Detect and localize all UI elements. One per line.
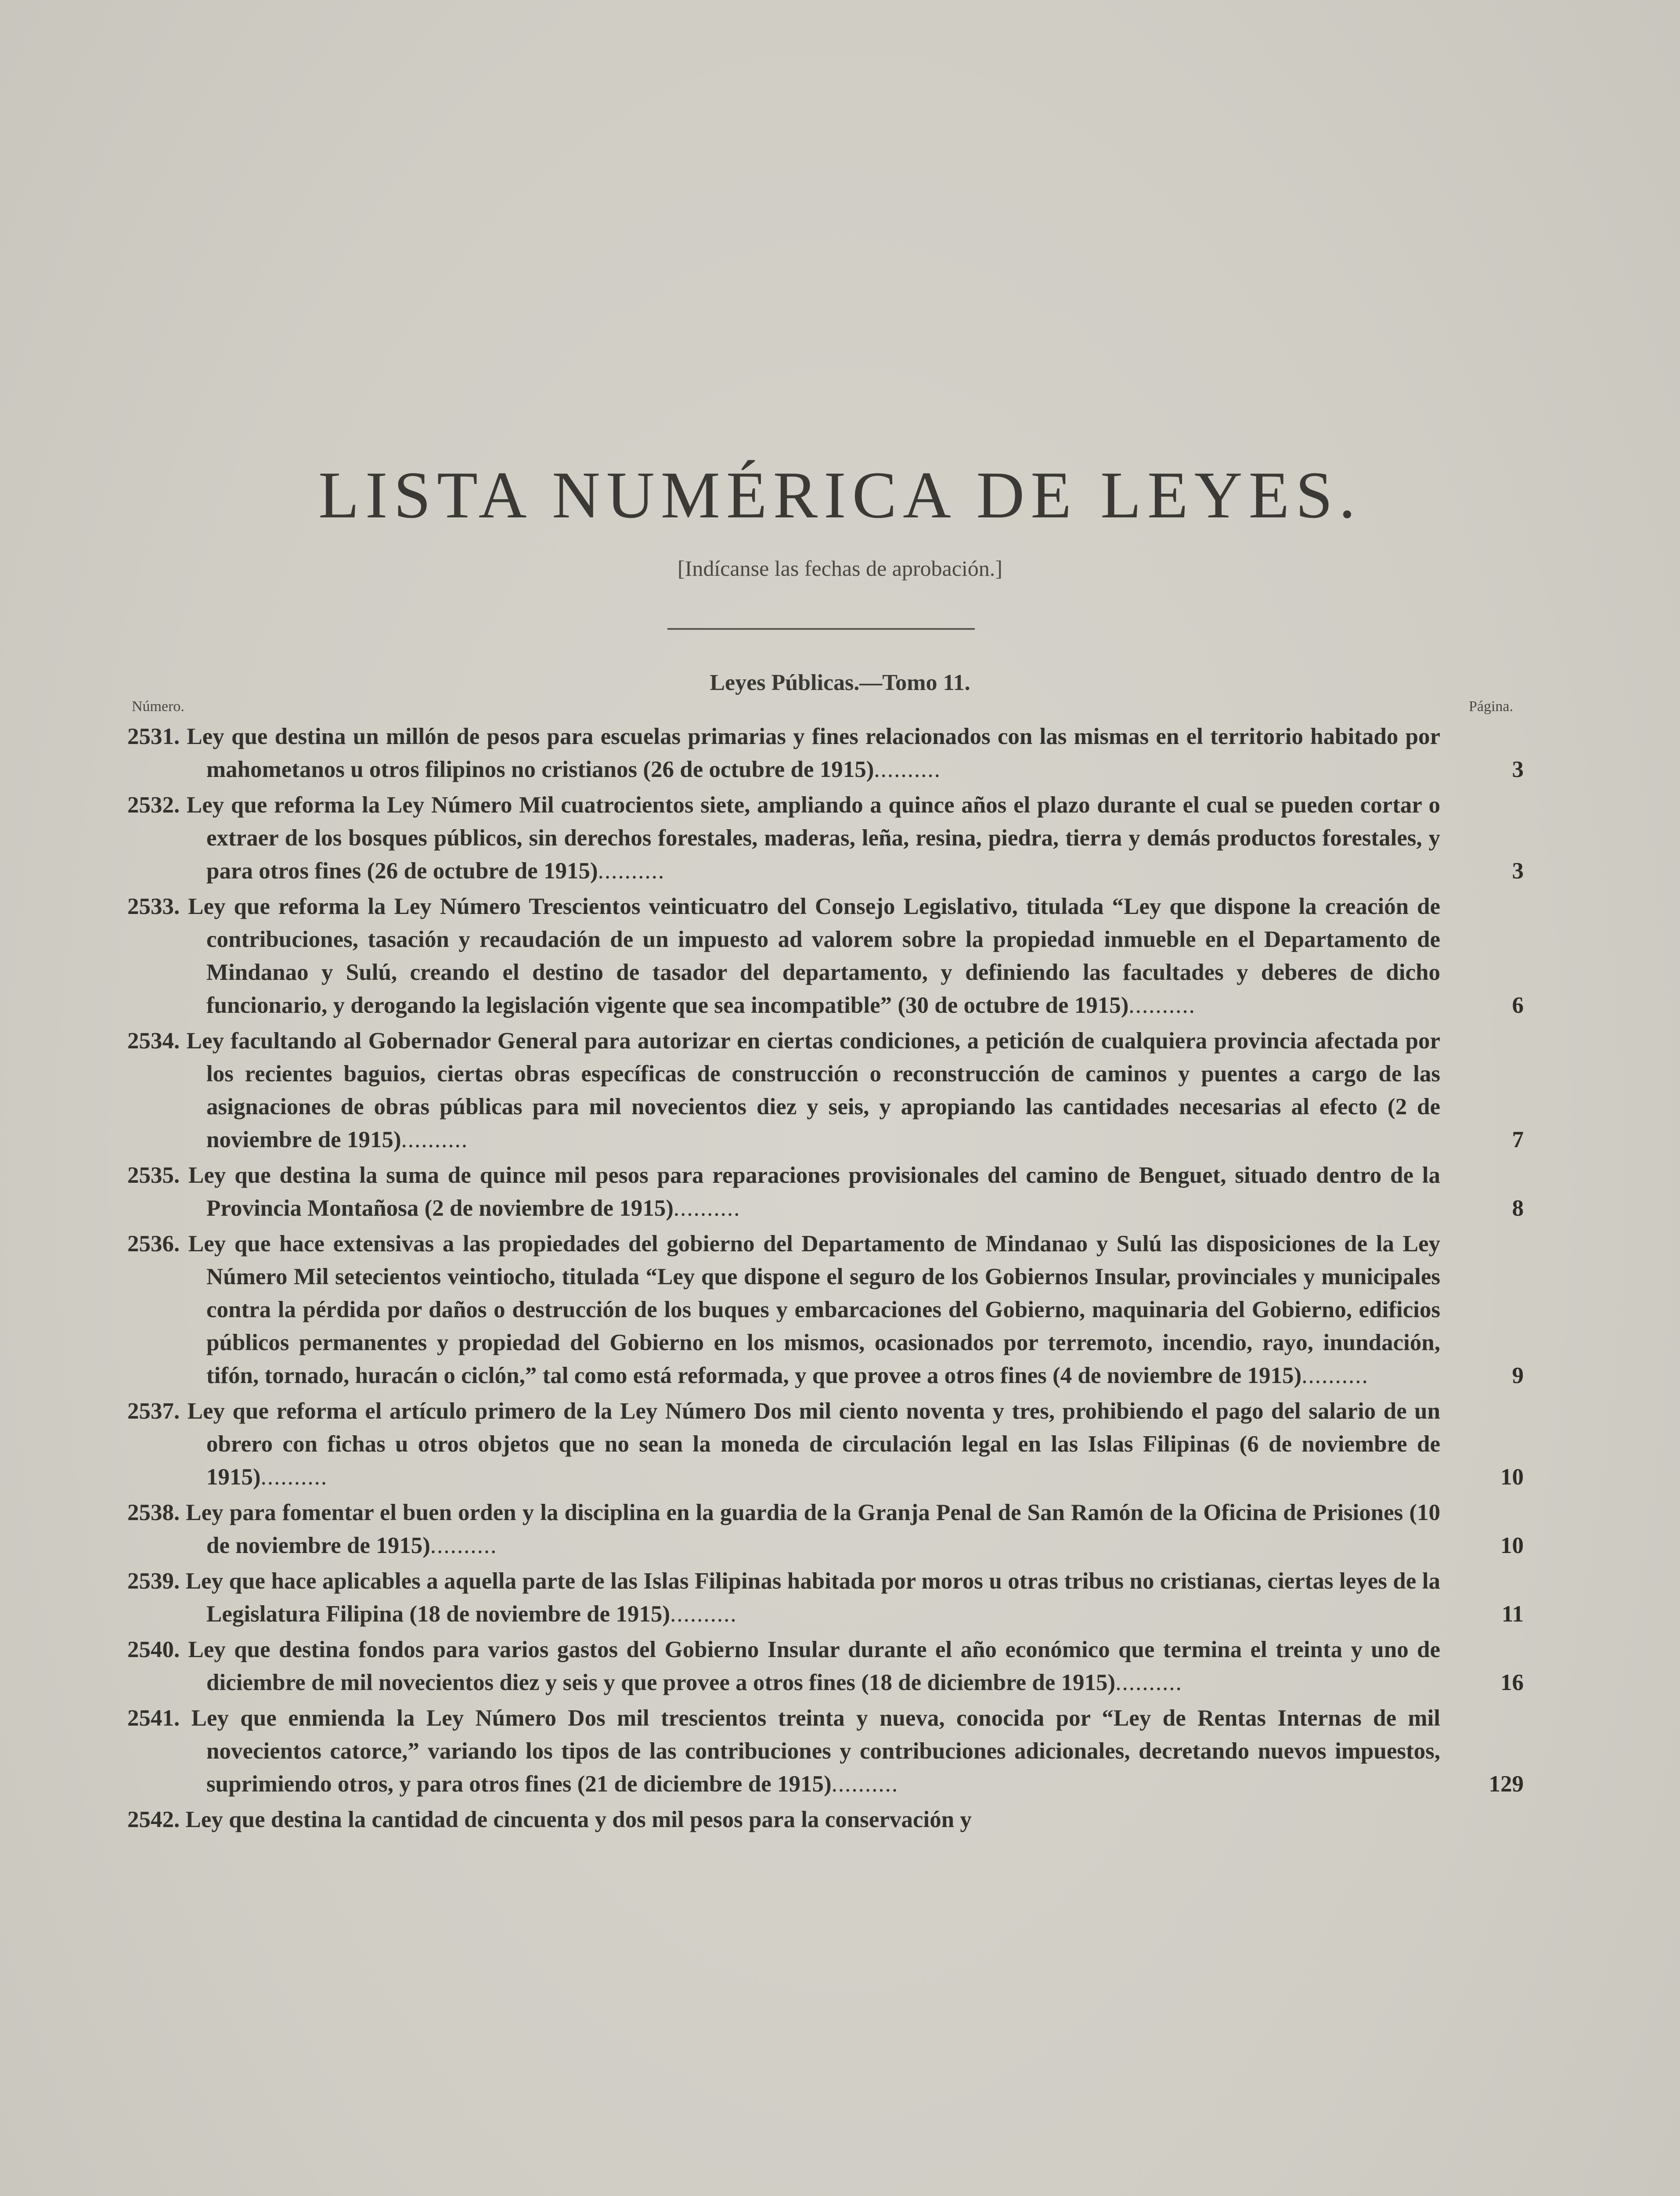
law-description: Ley para fomentar el buen orden y la disciplina en la guardia de la Granja Penal de San Ramón de la Oficina de Prisiones (10 de noviembre de 1915)	[186, 1500, 1440, 1558]
section-title: Leyes Públicas.—Tomo 11.	[710, 670, 970, 695]
law-page-number: 10	[1500, 1533, 1524, 1558]
law-page-number: 10	[1500, 1464, 1524, 1490]
law-entry: 2531. Ley que destina un millón de pesos para escuelas primarias y fines relacionados con las mismas en el territorio habitado por mahometanos u otros filipinos no cristianos (26 de octubre de 1915).......... 3	[127, 720, 1524, 786]
law-page-number: 11	[1501, 1601, 1524, 1627]
law-page-number: 129	[1489, 1771, 1524, 1797]
law-description: Ley que enmienda la Ley Número Dos mil trescientos treinta y nueva, conocida por “Ley de Rentas Internas de mil novecientos catorce,” variando los tipos de las contribuciones y contribuciones adicionales, decretando nuevos impuestos, suprimiendo otros, y para otros fines (21 de diciembre de 1915)	[191, 1705, 1440, 1797]
law-number: 2538.	[127, 1500, 180, 1525]
law-list	[127, 720, 1524, 1839]
divider	[667, 628, 975, 630]
law-description: Ley que destina la suma de quince mil pesos para reparaciones provisionales del camino de Benguet, situado dentro de la Provincia Montañosa (2 de noviembre de 1915)	[188, 1163, 1441, 1221]
column-header-number: Número.	[132, 698, 184, 715]
law-description: Ley que reforma el artículo primero de la Ley Número Dos mil ciento noventa y tres, prohibiendo el pago del salario de un obrero con fichas u otros objetos que no sean la moneda de circulación legal en las Islas Filipinas (6 de noviembre de 1915)	[187, 1398, 1440, 1490]
law-number: 2541.	[127, 1705, 180, 1731]
law-entry: 2535. Ley que destina la suma de quince mil pesos para reparaciones provisionales del camino de Benguet, situado dentro de la Provincia Montañosa (2 de noviembre de 1915).......... 8	[127, 1159, 1524, 1225]
law-number: 2531.	[127, 724, 180, 749]
law-page-number: 3	[1512, 757, 1524, 782]
law-entry: 2533. Ley que reforma la Ley Número Trescientos veinticuatro del Consejo Legislativo, titulada “Ley que dispone la creación de contribuciones, tasación y recaudación de un impuesto ad valorem sobre la propiedad inmueble en el Departamento de Mindanao y Sulú, creando el destino de tasador del departamento, y definiendo las facultades y deberes de dicho funcionario, y derogando la legislación vigente que sea incompatible” (30 de octubre de 1915).......... 6	[127, 890, 1524, 1022]
law-description: Ley que reforma la Ley Número Trescientos veinticuatro del Consejo Legislativo, titulada “Ley que dispone la creación de contribuciones, tasación y recaudación de un impuesto ad valorem sobre la propiedad inmueble en el Departamento de Mindanao y Sulú, creando el destino de tasador del departamento, y definiendo las facultades y deberes de dicho funcionario, y derogando la legislación vigente que sea incompatible” (30 de octubre de 1915)	[188, 894, 1440, 1018]
law-description: Ley que destina fondos para varios gastos del Gobierno Insular durante el año económico que termina el treinta y uno de diciembre de mil novecientos diez y seis y que provee a otros fines (18 de diciembre de 1915)	[188, 1637, 1440, 1695]
law-number: 2534.	[127, 1028, 180, 1054]
law-description: Ley que hace aplicables a aquella parte de las Islas Filipinas habitada por moros u otras tribus no cristianas, ciertas leyes de la Legislatura Filipina (18 de noviembre de 1915)	[185, 1568, 1440, 1627]
law-number: 2540.	[127, 1637, 180, 1662]
law-description: Ley que destina un millón de pesos para escuelas primarias y fines relacionados con las mismas en el territorio habitado por mahometanos u otros filipinos no cristianos (26 de octubre de 1915)	[187, 724, 1440, 782]
column-header-page: Página.	[1468, 698, 1513, 715]
law-number: 2536.	[127, 1231, 180, 1257]
law-number: 2539.	[127, 1568, 180, 1594]
law-entry	[127, 1803, 1524, 1836]
law-number: 2533.	[127, 894, 180, 919]
law-number: 2532.	[127, 792, 180, 818]
law-entry: 2538. Ley para fomentar el buen orden y la disciplina en la guardia de la Granja Penal de San Ramón de la Oficina de Prisiones (10 de noviembre de 1915).......... 10	[127, 1496, 1524, 1562]
law-description: Ley que hace extensivas a las propiedades del gobierno del Departamento de Mindanao y Sulú las disposiciones de la Ley Número Mil setecientos veintiocho, titulada “Ley que dispone el seguro de los Gobiernos Insular, provinciales y municipales contra la pérdida por daños o destrucción de los buques y embarcaciones del Gobierno, maquinaria del Gobierno, edificios públicos permanentes y propiedad del Gobierno en los mismos, ocasionados por terremoto, incendio, rayo, inundación, tifón, tornado, huracán o ciclón,” tal como está reformada, y que provee a otros fines (4 de noviembre de 1915)	[188, 1231, 1441, 1388]
law-entry: 2536. Ley que hace extensivas a las propiedades del gobierno del Departamento de Mindanao y Sulú las disposiciones de la Ley Número Mil setecientos veintiocho, titulada “Ley que dispone el seguro de los Gobiernos Insular, provinciales y municipales contra la pérdida por daños o destrucción de los buques y embarcaciones del Gobierno, maquinaria del Gobierno, edificios públicos permanentes y propiedad del Gobierno en los mismos, ocasionados por terremoto, incendio, rayo, inundación, tifón, tornado, huracán o ciclón,” tal como está reformada, y que provee a otros fines (4 de noviembre de 1915).......... 9	[127, 1228, 1524, 1392]
page-subtitle: [Indícanse las fechas de aprobación.]	[678, 556, 1002, 581]
page-title: LISTA NUMÉRICA DE LEYES.	[318, 458, 1362, 532]
law-description: Ley facultando al Gobernador General para autorizar en ciertas condiciones, a petición de cualquiera provincia afectada por los recientes baguios, ciertas obras específicas de construcción o reconstrucción de caminos y puentes a cargo de las asignaciones de obras públicas para mil novecientos diez y seis, y apropiando las cantidades necesarias al efecto (2 de noviembre de 1915)	[186, 1028, 1441, 1152]
law-entry: 2534. Ley facultando al Gobernador General para autorizar en ciertas condiciones, a petición de cualquiera provincia afectada por los recientes baguios, ciertas obras específicas de construcción o reconstrucción de caminos y puentes a cargo de las asignaciones de obras públicas para mil novecientos diez y seis, y apropiando las cantidades necesarias al efecto (2 de noviembre de 1915).......... 7	[127, 1025, 1524, 1156]
law-page-number: 8	[1512, 1196, 1524, 1221]
law-entry: 2539. Ley que hace aplicables a aquella parte de las Islas Filipinas habitada por moros u otras tribus no cristianas, ciertas leyes de la Legislatura Filipina (18 de noviembre de 1915).......... 11	[127, 1565, 1524, 1631]
law-page-number: 7	[1512, 1127, 1524, 1152]
law-entry: 2532. Ley que reforma la Ley Número Mil cuatrocientos siete, ampliando a quince años el plazo durante el cual se pueden cortar o extraer de los bosques públicos, sin derechos forestales, maderas, leña, resina, piedra, tierra y demás productos forestales, y para otros fines (26 de octubre de 1915).......... 3	[127, 789, 1524, 888]
law-number: 2535.	[127, 1163, 180, 1188]
law-entry: 2540. Ley que destina fondos para varios gastos del Gobierno Insular durante el año económico que termina el treinta y uno de diciembre de mil novecientos diez y seis y que provee a otros fines (18 de diciembre de 1915).......... 16	[127, 1633, 1524, 1699]
law-number: 2542.	[127, 1807, 180, 1832]
law-description: Ley que reforma la Ley Número Mil cuatrocientos siete, ampliando a quince años el plazo durante el cual se pueden cortar o extraer de los bosques públicos, sin derechos forestales, maderas, leña, resina, piedra, tierra y demás productos forestales, y para otros fines (26 de octubre de 1915)	[186, 792, 1441, 884]
law-page-number: 3	[1512, 858, 1524, 884]
law-entry: 2541. Ley que enmienda la Ley Número Dos mil trescientos treinta y nueva, conocida por “Ley de Rentas Internas de mil novecientos catorce,” variando los tipos de las contribuciones y contribuciones adicionales, decretando nuevos impuestos, suprimiendo otros, y para otros fines (21 de diciembre de 1915).......... 129	[127, 1702, 1524, 1801]
law-entry: 2537. Ley que reforma el artículo primero de la Ley Número Dos mil ciento noventa y tres, prohibiendo el pago del salario de un obrero con fichas u otros objetos que no sean la moneda de circulación legal en las Islas Filipinas (6 de noviembre de 1915).......... 10	[127, 1395, 1524, 1494]
law-description: Ley que destina la cantidad de cincuenta y dos mil pesos para la conservación y	[185, 1807, 972, 1832]
law-page-number: 9	[1512, 1363, 1524, 1388]
law-page-number: 16	[1500, 1670, 1524, 1695]
law-page-number: 6	[1512, 993, 1524, 1018]
law-number: 2537.	[127, 1398, 180, 1424]
